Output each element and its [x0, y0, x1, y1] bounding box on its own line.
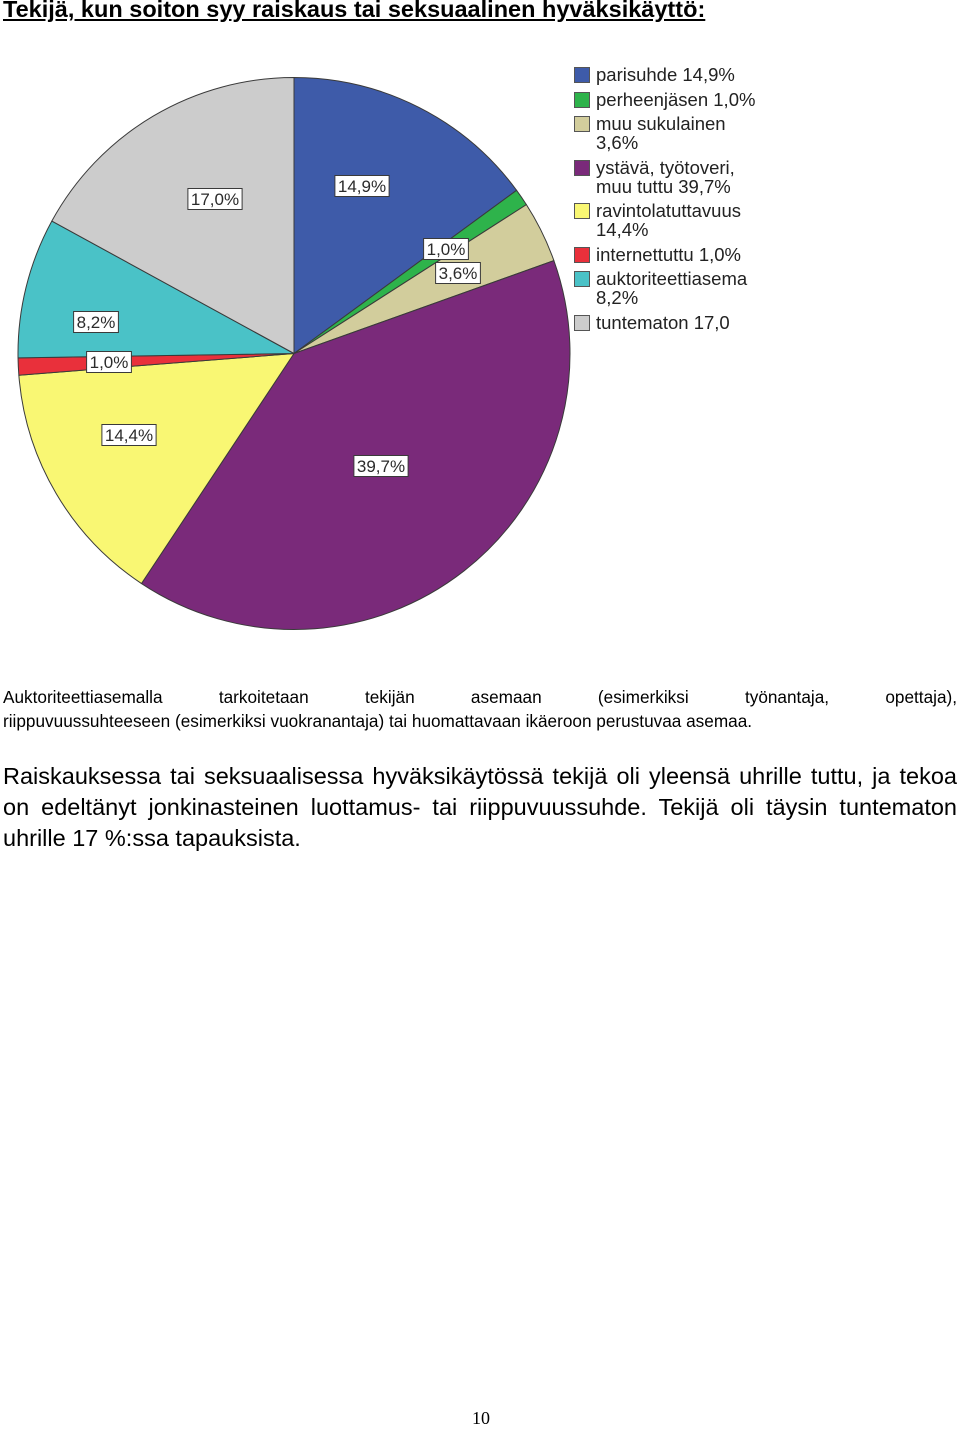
legend-swatch [574, 116, 590, 132]
legend-label: ravintolatuttavuus [596, 200, 742, 222]
data-label-ystava-tyotoveri [354, 456, 408, 477]
paragraph-line: Auktoriteettiasemalla tarkoitetaan tekijän asemaan (esimerkiksi työnantaja, opettaja), [3, 687, 957, 707]
legend-item-ravintolatuttavuus [574, 202, 755, 239]
data-label-tuntematon [188, 189, 242, 210]
data-label-text: 8,2% [76, 313, 116, 332]
legend-swatch [574, 67, 590, 83]
legend-label: muu tuttu 39,7% [596, 175, 731, 197]
legend-label: 8,2% [596, 287, 639, 309]
paragraph-line: uhrille 17 %:ssa tapauksista. [3, 825, 301, 851]
legend-label: tuntematon 17,0 [596, 311, 730, 333]
legend-label: 14,4% [596, 218, 649, 240]
legend-item-muu-sukulainen [574, 115, 755, 152]
data-label-auktoriteettiasema [74, 312, 119, 333]
legend-label: 3,6% [596, 132, 639, 154]
legend-item-ystava-tyotoveri [574, 156, 755, 197]
data-label-text: 39,7% [356, 457, 406, 476]
data-label-muu-sukulainen [436, 263, 481, 284]
legend-label: muu sukulainen [596, 113, 726, 135]
legend-swatch [574, 160, 590, 176]
data-label-parisuhde [335, 176, 389, 197]
paragraph-line: on edeltänyt jonkinasteinen luottamus- tai riippuvuussuhde. Tekijä oli täysin tuntematon [3, 794, 957, 820]
legend-swatch [574, 203, 590, 219]
data-label-text: 14,9% [337, 177, 387, 196]
data-label-text: 1,0% [89, 353, 129, 372]
paragraph-line: Raiskauksessa tai seksuaalisessa hyväksikäytössä tekijä oli yleensä uhrille tuttu, ja tekoa [3, 763, 957, 789]
page-number: 10 [472, 1408, 490, 1428]
legend-label: ystävä, työtoveri, [596, 156, 735, 178]
data-label-ravintolatuttavuus [102, 425, 156, 446]
data-label-text: 17,0% [190, 190, 240, 209]
legend-item-parisuhde [574, 66, 755, 85]
legend-label: internettuttu 1,0% [596, 243, 742, 265]
legend-swatch [574, 271, 590, 287]
legend-item-internettuttu [574, 243, 755, 265]
chart-legend [574, 66, 755, 338]
legend-swatch [574, 315, 590, 331]
legend-label: perheenjäsen 1,0% [596, 88, 756, 110]
chart-title: Tekijä, kun soiton syy raiskaus tai seksuaalinen hyväksikäyttö: [3, 0, 706, 22]
paragraph-line: riippuvuussuhteeseen (esimerkiksi vuokranantaja) tai huomattavaan ikäeroon perustuvaa asemaa. [3, 711, 753, 731]
legend-item-auktoriteettiasema [574, 270, 755, 307]
legend-item-perheenjasen [574, 88, 756, 110]
pie-chart [0, 0, 960, 650]
legend-swatch [574, 92, 590, 108]
data-label-perheenjasen [424, 239, 469, 260]
legend-label: auktoriteettiasema [596, 268, 748, 290]
data-label-text: 3,6% [438, 264, 478, 283]
paragraph-summary [3, 761, 957, 854]
paragraph-definition [3, 685, 957, 733]
data-label-text: 1,0% [426, 240, 466, 259]
legend-item-tuntematon [574, 311, 755, 333]
legend-label: parisuhde 14,9% [596, 64, 735, 85]
data-label-internettuttu [87, 352, 132, 373]
data-label-text: 14,4% [104, 426, 154, 445]
legend-swatch [574, 247, 590, 263]
